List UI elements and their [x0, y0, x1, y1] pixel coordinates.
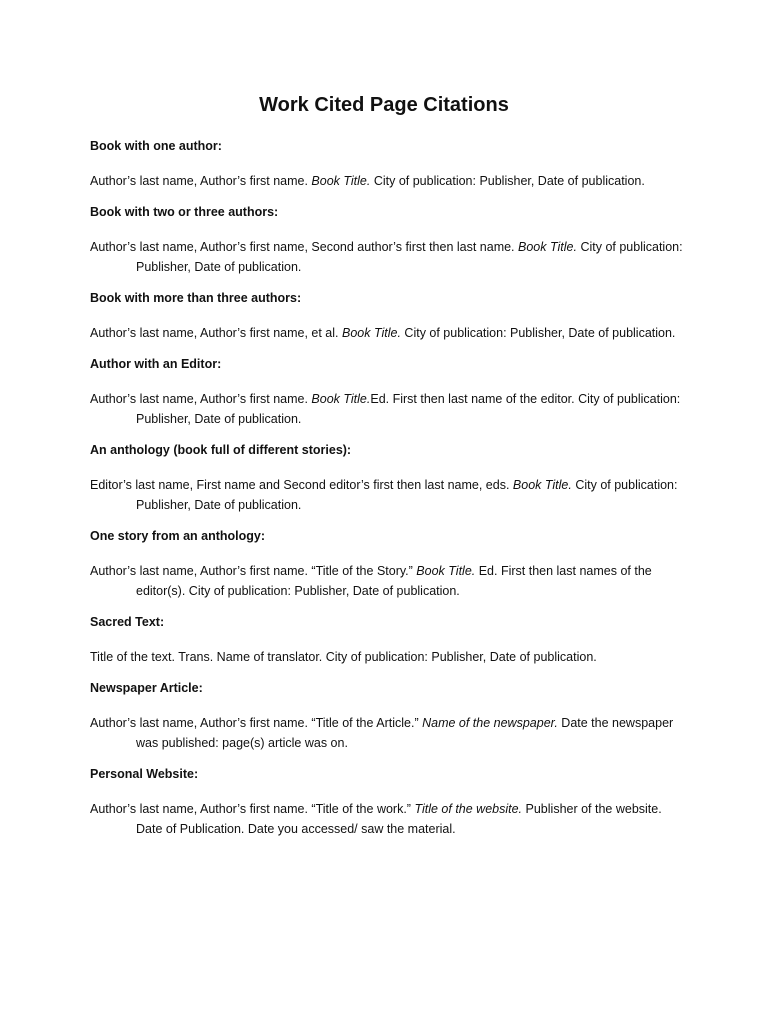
citation-text: Author’s last name, Author’s first name, et al.	[90, 326, 342, 340]
citation-text: City of publication: Publisher, Date of publication.	[400, 326, 676, 340]
citation-text: Publisher of the website. Date of Publication. Date you accessed/ saw the material.	[136, 802, 662, 836]
citation-text: City of publication: Publisher, Date of publication.	[136, 478, 678, 512]
citation-text: Author’s last name, Author’s first name. “Title of the work.”	[90, 802, 415, 816]
page-title: Work Cited Page Citations	[259, 94, 509, 116]
italic-title-text: Book Title.	[416, 564, 476, 578]
citation-text: Editor’s last name, First name and Second editor’s first then last name, eds.	[90, 478, 513, 492]
citation-format	[90, 171, 690, 191]
citation-format	[90, 713, 690, 753]
citation-format	[90, 323, 690, 343]
italic-title-text: Book Title.	[311, 392, 371, 406]
citation-format	[90, 237, 690, 277]
citation-format	[90, 799, 690, 839]
citation-text: Date the newspaper was published: page(s) article was on.	[136, 716, 674, 750]
italic-title-text: Book Title.	[512, 478, 572, 492]
section-heading: Book with one author:	[90, 139, 222, 153]
section-heading: An anthology (book full of different stories):	[90, 443, 352, 457]
citation-list	[90, 138, 690, 852]
section-heading: Book with more than three authors:	[90, 291, 302, 305]
citation-text: Author’s last name, Author’s first name. “Title of the Article.”	[90, 716, 423, 730]
citation-text: Author’s last name, Author’s first name.	[90, 174, 312, 188]
citation-text: Author’s last name, Author’s first name.	[90, 392, 312, 406]
italic-title-text: Book Title.	[518, 240, 577, 254]
section-heading: One story from an anthology:	[90, 529, 266, 543]
section-heading: Sacred Text:	[90, 615, 165, 629]
citation-format	[90, 389, 690, 429]
section-heading: Author with an Editor:	[90, 357, 222, 371]
citation-text: Author’s last name, Author’s first name, Second author’s first then last name.	[90, 240, 519, 254]
citation-text: City of publication: Publisher, Date of publication.	[136, 240, 683, 274]
citation-format	[90, 561, 690, 601]
citation-format	[90, 475, 690, 515]
citation-text: Ed. First then last name of the editor. City of publication: Publisher, Date of publication.	[136, 392, 681, 426]
citation-format	[90, 647, 690, 667]
citation-text: Title of the text. Trans. Name of translator. City of publication: Publisher, Date of publication.	[90, 650, 597, 664]
citation-text: Ed. First then last names of the editor(s). City of publication: Publisher, Date of publication.	[136, 564, 652, 598]
italic-title-text: Book Title.	[341, 326, 401, 340]
italic-title-text: Name of the newspaper.	[422, 716, 558, 730]
italic-title-text: Book Title.	[311, 174, 371, 188]
section-heading: Personal Website:	[90, 767, 199, 781]
italic-title-text: Title of the website.	[414, 802, 523, 816]
section-heading: Book with two or three authors:	[90, 205, 279, 219]
citation-text: City of publication: Publisher, Date of publication.	[370, 174, 645, 188]
section-heading: Newspaper Article:	[90, 681, 203, 695]
citation-text: Author’s last name, Author’s first name. “Title of the Story.”	[90, 564, 417, 578]
